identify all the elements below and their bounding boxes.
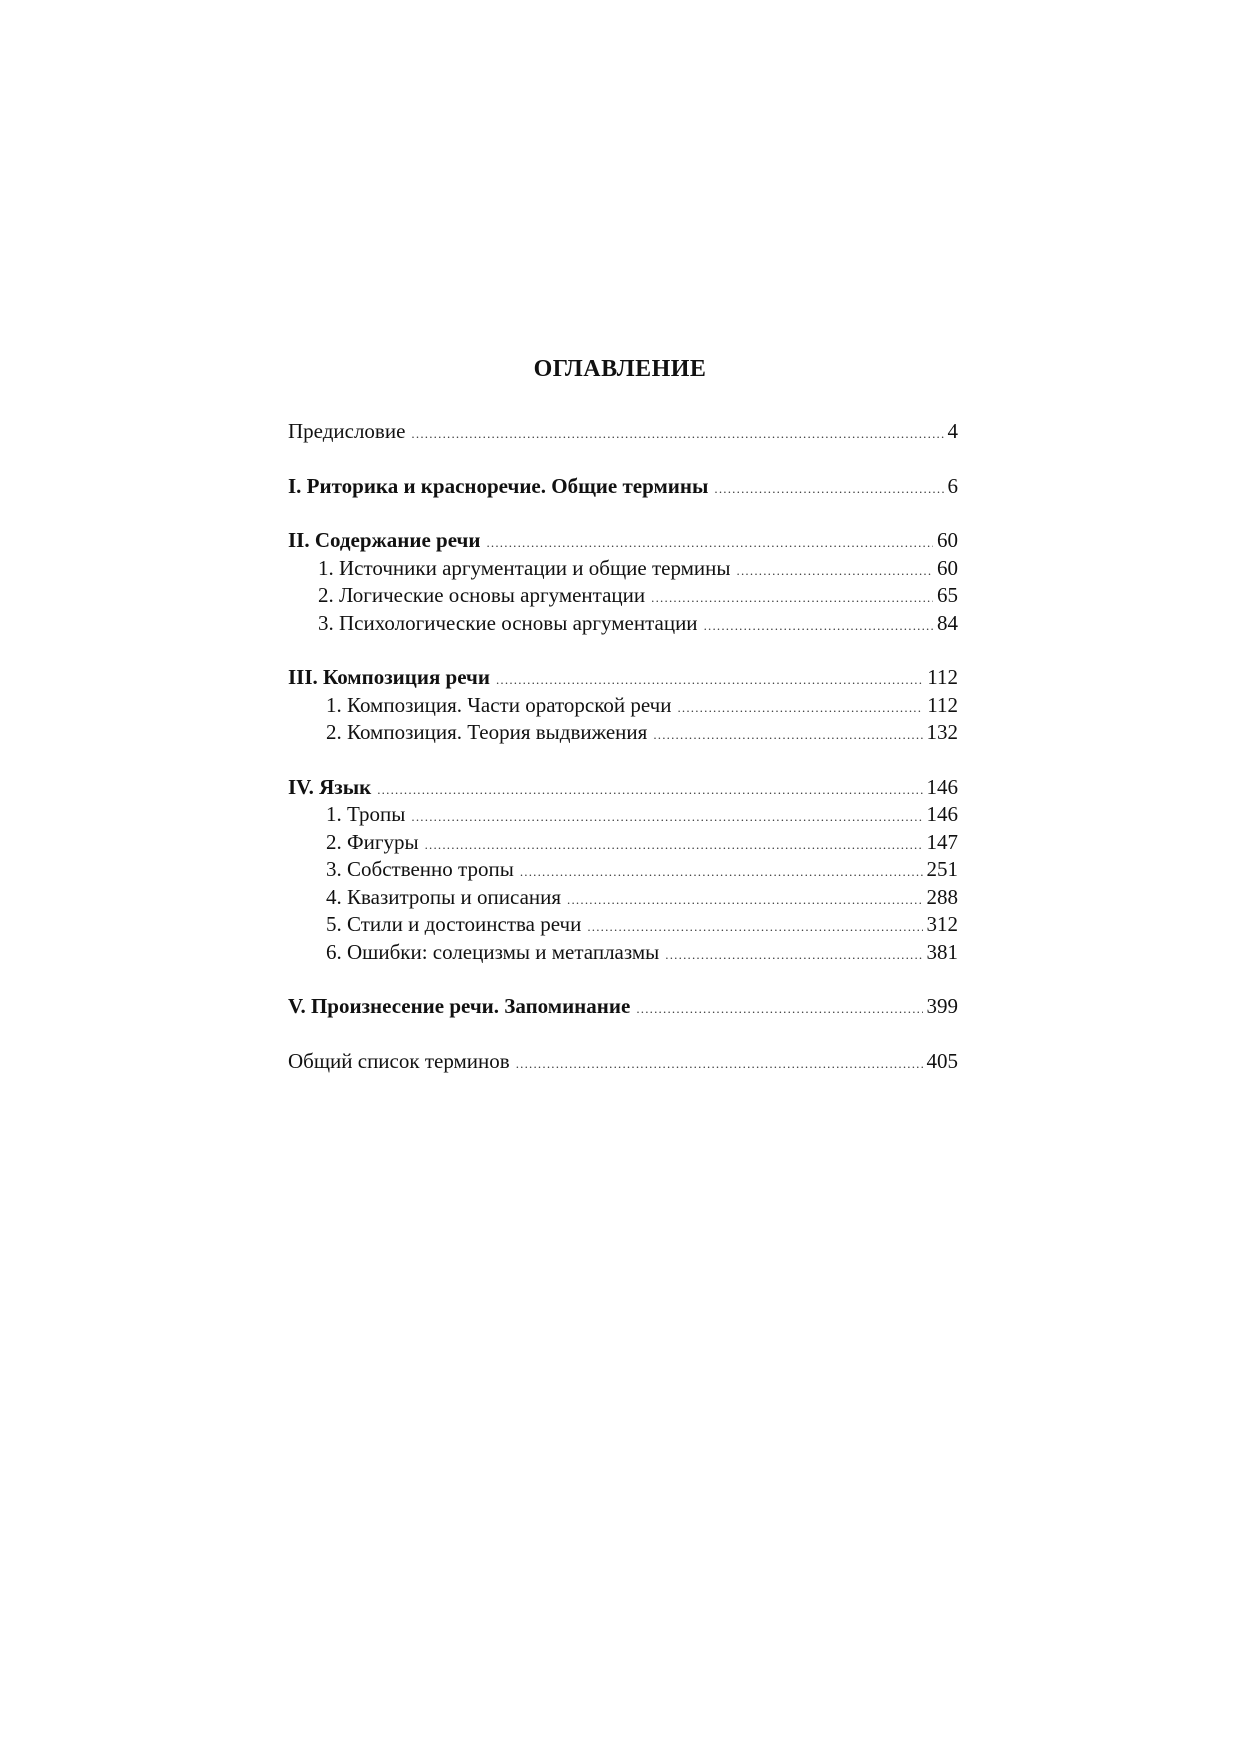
toc-subentry-label: 1. Композиция. Части ораторской речи — [326, 692, 672, 717]
dot-leader — [425, 831, 923, 859]
toc-group-part-4 — [288, 774, 958, 967]
table-of-contents — [288, 418, 958, 1102]
toc-subentry-label: 1. Источники аргументации и общие термины — [318, 555, 731, 580]
toc-entry-index[interactable] — [288, 1048, 958, 1076]
toc-entry-label: Предисловие — [288, 419, 406, 443]
toc-page-number: 312 — [926, 912, 958, 936]
toc-subentry[interactable] — [288, 884, 958, 912]
toc-page-number: 146 — [926, 802, 958, 826]
toc-page-number: 399 — [926, 994, 958, 1018]
toc-subentry[interactable] — [288, 719, 958, 747]
toc-entry-preface[interactable] — [288, 418, 958, 446]
toc-subentry[interactable] — [288, 911, 958, 939]
toc-page-number: 112 — [927, 692, 958, 717]
dot-leader — [653, 721, 922, 749]
toc-entry-label: II. Содержание речи — [288, 528, 481, 552]
toc-page-number: 65 — [937, 583, 958, 607]
toc-group-preface — [288, 418, 958, 446]
toc-page-number: 6 — [947, 473, 958, 498]
dot-leader — [651, 584, 933, 612]
toc-page-number: 84 — [937, 610, 958, 635]
toc-entry-part-3[interactable] — [288, 664, 958, 692]
toc-page-number: 381 — [926, 939, 958, 964]
toc-page-number: 60 — [937, 555, 958, 580]
dot-leader — [377, 776, 922, 804]
dot-leader — [411, 803, 922, 831]
toc-page-number: 112 — [927, 665, 958, 689]
toc-group-part-1 — [288, 473, 958, 501]
toc-entry-label: IV. Язык — [288, 774, 372, 799]
toc-subentry[interactable] — [288, 610, 958, 638]
toc-group-part-3 — [288, 664, 958, 747]
toc-entry-label: I. Риторика и красноречие. Общие термины — [288, 473, 709, 498]
page-title: ОГЛАВЛЕНИЕ — [533, 356, 707, 382]
dot-leader — [567, 886, 922, 914]
toc-page-number: 147 — [926, 829, 958, 854]
toc-subentry-label: 4. Квазитропы и описания — [326, 884, 562, 909]
toc-subentry-label: 3. Собственно тропы — [326, 857, 514, 881]
toc-group-index — [288, 1048, 958, 1076]
toc-subentry[interactable] — [288, 692, 958, 720]
dot-leader — [704, 612, 933, 640]
toc-page-number: 4 — [947, 419, 958, 443]
toc-page-number: 288 — [926, 884, 958, 909]
dot-leader — [496, 666, 923, 694]
toc-subentry-label: 2. Фигуры — [326, 829, 419, 854]
dot-leader — [665, 941, 922, 969]
toc-subentry-label: 2. Композиция. Теория выдвижения — [326, 720, 648, 744]
toc-subentry[interactable] — [288, 939, 958, 967]
toc-page-number: 146 — [926, 774, 958, 799]
toc-entry-label: Общий список терминов — [288, 1048, 510, 1073]
toc-subentry[interactable] — [288, 856, 958, 884]
dot-leader — [677, 694, 923, 722]
toc-subentry-label: 1. Тропы — [326, 802, 406, 826]
toc-page-number: 132 — [926, 720, 958, 744]
toc-entry-label: V. Произнесение речи. Запоминание — [288, 994, 631, 1018]
dot-leader — [486, 529, 933, 557]
toc-subentry[interactable] — [288, 555, 958, 583]
toc-subentry-label: 5. Стили и достоинства речи — [326, 912, 582, 936]
toc-subentry-label: 6. Ошибки: солецизмы и метаплазмы — [326, 939, 660, 964]
toc-page-number: 60 — [937, 528, 958, 552]
dot-leader — [636, 995, 922, 1023]
dot-leader — [587, 913, 922, 941]
toc-subentry[interactable] — [288, 582, 958, 610]
toc-entry-part-1[interactable] — [288, 473, 958, 501]
toc-page-number: 405 — [926, 1048, 958, 1073]
dot-leader — [411, 420, 943, 448]
toc-page-number: 251 — [926, 857, 958, 881]
toc-subentry-label: 2. Логические основы аргументации — [318, 583, 646, 607]
toc-entry-part-4[interactable] — [288, 774, 958, 802]
dot-leader — [737, 557, 933, 585]
dot-leader — [516, 1050, 923, 1078]
toc-subentry[interactable] — [288, 829, 958, 857]
dot-leader — [714, 475, 943, 503]
toc-group-part-2 — [288, 527, 958, 637]
toc-subentry-label: 3. Психологические основы аргументации — [318, 610, 698, 635]
dot-leader — [520, 858, 923, 886]
toc-entry-part-2[interactable] — [288, 527, 958, 555]
toc-subentry[interactable] — [288, 801, 958, 829]
toc-entry-part-5[interactable] — [288, 993, 958, 1021]
toc-group-part-5 — [288, 993, 958, 1021]
toc-entry-label: III. Композиция речи — [288, 665, 490, 689]
